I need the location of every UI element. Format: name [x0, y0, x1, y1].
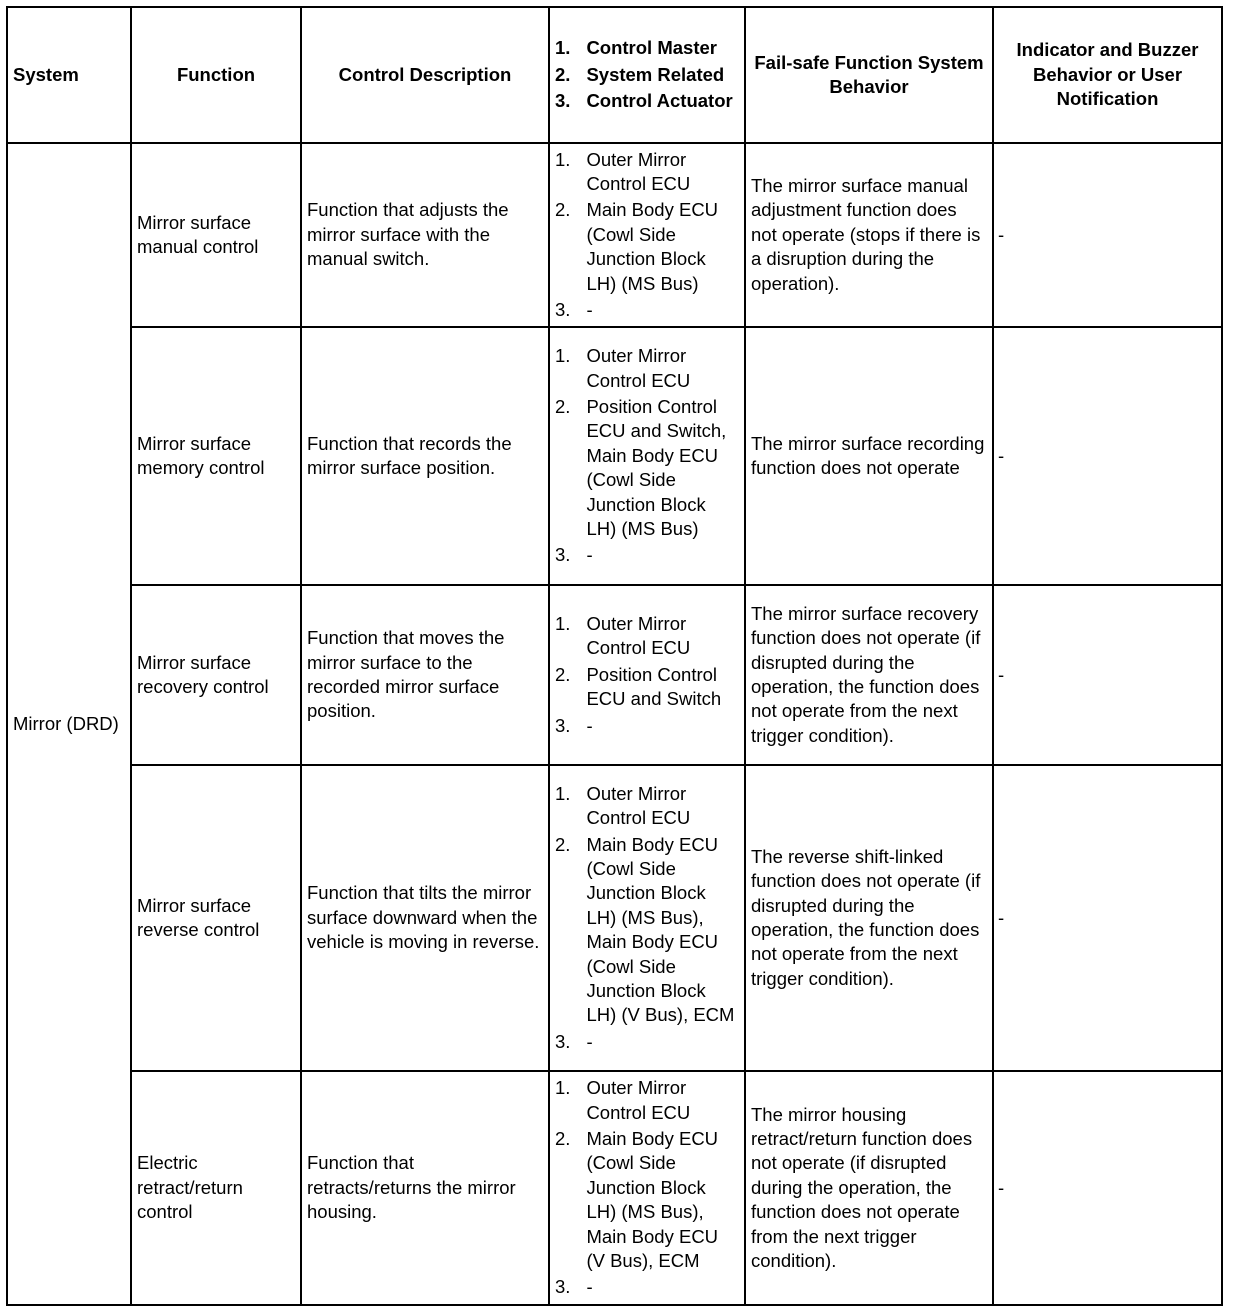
- header-system: System: [7, 7, 131, 143]
- header-row: [7, 7, 1222, 143]
- function-cell: Mirror surface memory control: [131, 327, 301, 585]
- header-control-item: 2. System Related: [555, 63, 725, 85]
- control-item: 2. Main Body ECU (Cowl Side Junction Block LH) (MS Bus): [555, 199, 719, 294]
- description-cell: Function that moves the mirror surface to the recorded mirror surface position.: [301, 585, 549, 765]
- indicator-cell: -: [993, 765, 1222, 1071]
- function-table: [6, 6, 1223, 1306]
- control-item: 2. Main Body ECU (Cowl Side Junction Block LH) (MS Bus), Main Body ECU (V Bus), ECM: [555, 1127, 719, 1272]
- control-item: 2. Position Control ECU and Switch: [555, 663, 722, 710]
- indicator-cell: -: [993, 585, 1222, 765]
- control-item: 2. Main Body ECU (Cowl Side Junction Block LH) (MS Bus), Main Body ECU (Cowl Side Junction Block LH) (V Bus), ECM: [555, 833, 735, 1026]
- control-list: [555, 782, 739, 1054]
- control-list: [555, 148, 739, 323]
- indicator-cell: -: [993, 143, 1222, 327]
- function-cell: Mirror surface reverse control: [131, 765, 301, 1071]
- control-item: 3. -: [555, 1030, 593, 1052]
- control-list: [555, 1076, 739, 1300]
- function-cell: Electric retract/return control: [131, 1071, 301, 1305]
- system-name-cell: Mirror (DRD): [7, 143, 131, 1305]
- header-control-item: 3. Control Actuator: [555, 90, 733, 112]
- header-control-list-items: [555, 36, 739, 113]
- control-list: [555, 612, 739, 738]
- description-cell: Function that records the mirror surface position.: [301, 327, 549, 585]
- control-item: 3. -: [555, 714, 593, 736]
- indicator-cell: -: [993, 327, 1222, 585]
- control-item: 1. Outer Mirror Control ECU: [555, 1077, 691, 1123]
- table-row: [7, 143, 1222, 327]
- control-item: 1. Outer Mirror Control ECU: [555, 612, 691, 659]
- description-cell: Function that retracts/returns the mirror housing.: [301, 1071, 549, 1305]
- control-cell: [549, 765, 745, 1071]
- control-item: 1. Outer Mirror Control ECU: [555, 782, 691, 829]
- failsafe-cell: The mirror surface recovery function does not operate (if disrupted during the operation, the function does not operate from the next trigger condition).: [745, 585, 993, 765]
- control-cell: [549, 585, 745, 765]
- description-cell: Function that adjusts the mirror surface with the manual switch.: [301, 143, 549, 327]
- function-cell: Mirror surface recovery control: [131, 585, 301, 765]
- control-list: [555, 344, 739, 568]
- table-row: [7, 765, 1222, 1071]
- table-row: [7, 327, 1222, 585]
- control-item: 2. Position Control ECU and Switch, Main Body ECU (Cowl Side Junction Block LH) (MS Bus): [555, 395, 727, 540]
- control-cell: [549, 1071, 745, 1305]
- control-item: 3. -: [555, 544, 593, 566]
- control-item: 1. Outer Mirror Control ECU: [555, 148, 691, 194]
- header-control-description: Control Description: [301, 7, 549, 143]
- table-row: [7, 1071, 1222, 1305]
- header-indicator: Indicator and Buzzer Behavior or User Notification: [993, 7, 1222, 143]
- control-item: 1. Outer Mirror Control ECU: [555, 345, 691, 391]
- header-control-item: 1. Control Master: [555, 37, 717, 59]
- control-cell: [549, 143, 745, 327]
- header-control-list: [549, 7, 745, 143]
- failsafe-cell: The mirror housing retract/return function does not operate (if disrupted during the operation, the function does not operate from the next trigger condition).: [745, 1071, 993, 1305]
- control-cell: [549, 327, 745, 585]
- function-cell: Mirror surface manual control: [131, 143, 301, 327]
- header-function: Function: [131, 7, 301, 143]
- control-item: 3. -: [555, 1276, 593, 1298]
- description-cell: Function that tilts the mirror surface downward when the vehicle is moving in reverse.: [301, 765, 549, 1071]
- header-failsafe: Fail-safe Function System Behavior: [745, 7, 993, 143]
- table-row: [7, 585, 1222, 765]
- failsafe-cell: The mirror surface recording function does not operate: [745, 327, 993, 585]
- failsafe-cell: The mirror surface manual adjustment function does not operate (stops if there is a disruption during the operation).: [745, 143, 993, 327]
- control-item: 3. -: [555, 299, 593, 321]
- indicator-cell: -: [993, 1071, 1222, 1305]
- failsafe-cell: The reverse shift-linked function does not operate (if disrupted during the operation, the function does not operate from the next trigger condition).: [745, 765, 993, 1071]
